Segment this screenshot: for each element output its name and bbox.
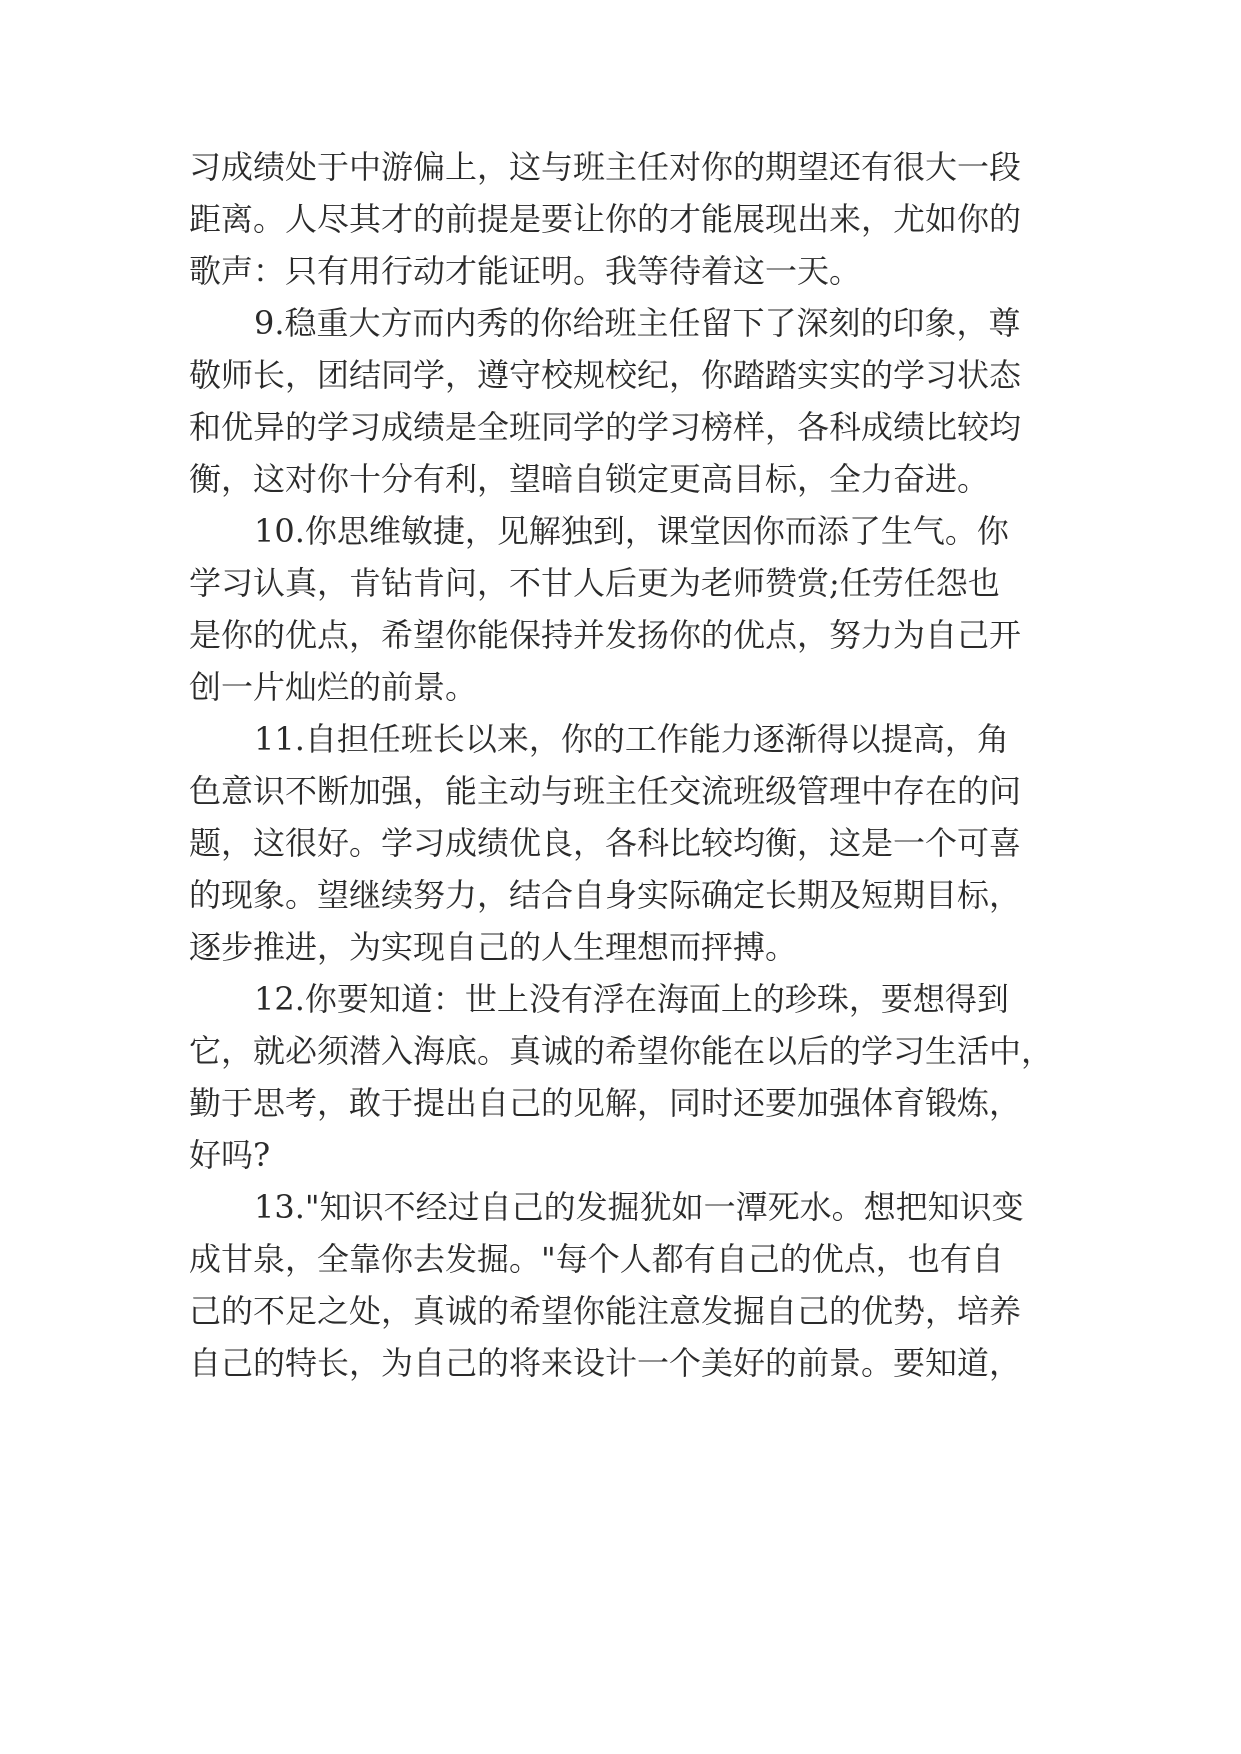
text-line: 敬师长，团结同学，遵守校规校纪，你踏踏实实的学习状态 xyxy=(189,356,1022,394)
text-line: 习成绩处于中游偏上，这与班主任对你的期望还有很大一段 xyxy=(189,148,1022,186)
text-line: 是你的优点，希望你能保持并发扬你的优点，努力为自己开 xyxy=(189,616,1022,654)
paragraph-start-line: 11.自担任班长以来，你的工作能力逐渐得以提高，角 xyxy=(254,720,1009,758)
paragraph-start-line: 10.你思维敏捷，见解独到，课堂因你而添了生气。你 xyxy=(254,512,1009,550)
text-line: 成甘泉，全靠你去发掘。"每个人都有自己的优点，也有自 xyxy=(189,1240,1004,1278)
text-line: 勤于思考，敢于提出自己的见解，同时还要加强体育锻炼， xyxy=(189,1084,1022,1122)
text-line: 逐步推进，为实现自己的人生理想而抨搏。 xyxy=(189,928,798,966)
text-line: 和优异的学习成绩是全班同学的学习榜样，各科成绩比较均 xyxy=(189,408,1022,446)
text-line: 色意识不断加强，能主动与班主任交流班级管理中存在的问 xyxy=(189,772,1022,810)
text-line: 距离。人尽其才的前提是要让你的才能展现出来，尤如你的 xyxy=(189,200,1022,238)
text-line: 衡，这对你十分有利，望暗自锁定更高目标，全力奋进。 xyxy=(189,460,990,498)
text-line: 的现象。望继续努力，结合自身实际确定长期及短期目标， xyxy=(189,876,1022,914)
text-line: 好吗? xyxy=(189,1136,271,1174)
text-line: 学习认真，肯钻肯问，不甘人后更为老师赞赏;任劳任怨也 xyxy=(189,564,1000,602)
text-line: 己的不足之处，真诚的希望你能注意发掘自己的优势，培养 xyxy=(189,1292,1022,1330)
paragraph-start-line: 12.你要知道：世上没有浮在海面上的珍珠，要想得到 xyxy=(254,980,1009,1018)
text-line: 题，这很好。学习成绩优良，各科比较均衡，这是一个可喜 xyxy=(189,824,1022,862)
paragraph-start-line: 9.稳重大方而内秀的你给班主任留下了深刻的印象，尊 xyxy=(254,304,1021,342)
paragraph-start-line: 13."知识不经过自己的发掘犹如一潭死水。想把知识变 xyxy=(254,1188,1024,1226)
text-line: 歌声：只有用行动才能证明。我等待着这一天。 xyxy=(189,252,862,290)
text-line: 创一片灿烂的前景。 xyxy=(189,668,478,706)
text-line: 它，就必须潜入海底。真诚的希望你能在以后的学习生活中， xyxy=(189,1032,1054,1070)
text-line: 自己的特长，为自己的将来设计一个美好的前景。要知道， xyxy=(189,1344,1022,1382)
